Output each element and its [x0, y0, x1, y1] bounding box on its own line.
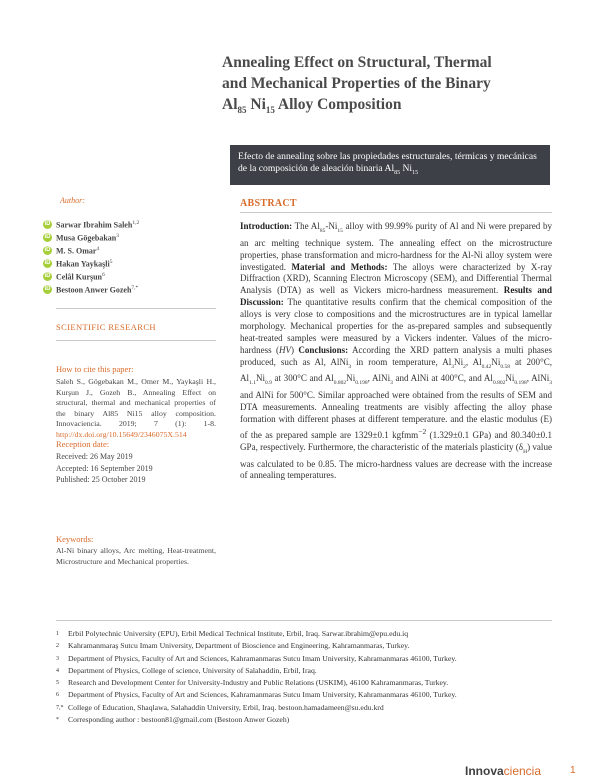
keywords-label: Keywords: — [56, 534, 94, 544]
orcid-icon[interactable]: iD — [44, 273, 51, 279]
footnote-number: 6 — [56, 692, 59, 699]
author-item — [43, 231, 218, 244]
footnote-item — [56, 689, 556, 701]
author-name: Musa Gögebakan$^3$ — [56, 233, 119, 243]
spanish-title-box: Efecto de annealing sobre las propiedades estructurales, térmicas y mecánicas de la composición de aleación binaria $Al_{85}$ $Ni_{15}$ — [230, 145, 550, 185]
author-item — [43, 283, 218, 296]
author-name: Bestoon Anwer Gozeh$^{7,*}$ — [56, 285, 139, 295]
footnote-text: Kahramanmaraş Sutcu Imam University, Department of Bioscience and Engineering, Kahramanmaras, Turkey. — [68, 641, 410, 651]
footnote-number: 4 — [56, 667, 59, 674]
footnote-text: Corresponding author : bestoon81@gmail.com (Bestoon Anwer Gozeh) — [68, 715, 290, 725]
divider — [56, 340, 216, 341]
footnote-text: Department of Physics, Faculty of Art and Sciences, Kahramanmaras Sutcu Imam University, Kahramanmaras 46100, Turkey. — [68, 690, 457, 700]
author-item — [43, 218, 218, 231]
received-date: Received: 26 May 2019 — [56, 452, 133, 461]
footnote-item — [56, 702, 556, 714]
footnote-number: * — [56, 717, 59, 724]
author-item — [43, 244, 218, 257]
footnote-item — [56, 665, 556, 677]
footnote-number: 7,* — [56, 704, 64, 711]
orcid-icon[interactable]: iD — [44, 221, 51, 227]
reception-label: Reception date: — [56, 439, 110, 449]
cite-text: Saleh S., Gögebakan M., Omer M., Yaykaşli H., Kurşun J., Gozeh B., Annealing Effect on structural, thermal and mechanical properties of the binary Al85 Ni15 alloy composition. Innovaciencia. 2019; 7 (1): 1-8. http://dx.doi.org/10.15649/2346075X.514 — [56, 377, 216, 439]
footnote-number: 5 — [56, 680, 59, 687]
author-name: Celâl Kurşun$^6$ — [56, 272, 105, 282]
accepted-date: Accepted: 16 September 2019 — [56, 463, 153, 473]
abstract-text: Introduction: The $Al_{85}-Ni_{15}$ alloy with 99.99% purity of Al and Ni were prepared by an arc melting technique system. The annealing effect on the microstructure properties, phase transformation and micro-hardness for the Al-Ni alloy system were investigated. Material and Methods: The alloys were characterized by X-ray Diffraction (XRD), Scanning Electron Microscopy (SEM), and Differential Thermal Analysis (DTA) as well as Vickers micro-hardness measurement. Results and Discussion: The quantitative results confirm that the chemical composition of the alloys is very close to compositions and the microstructures are in typical lamellar morphology. Mechanical properties for the as-prepared samples and subsequently heat-treated samples were measured by a Vickers indenter. Values of the micro-hardness (HV) Conclusions: According the XRD pattern analysis a multi phases produced, such as Al, AlNi$_3$ in room temperature, $Al_3Ni_2$, $Al_{0.42}Ni_{0.58}$ at 200°C, $Al_{1.1}Ni_{0.9}$ at 300°C and $Al_{0.802}Ni_{0.198}$, AlNi$_3$ and AlNi at 400°C, and $Al_{0.802}Ni_{0.198}$, AlNi$_3$ and AlNi for 500°C. Similar approached were obtained from the results of SEM and DTA measurements. Annealing treatments are visibly affecting the alloy phase formation with different phases at different temperature. and the elastic modulus (E) of the as prepared sample are 1329±0.1 kgfmm$^{-2}$ (1.329±0.1 GPa) and 80.340±0.1 GPa, respectively. Furthermore, the characteristic of the materials plasticity $(\delta_H)$ value was calculated to be 0.85. The micro-hardness values are decrease with the increase of annealing temperatures. — [240, 221, 553, 481]
footnote-divider — [56, 620, 552, 621]
footnote-number: 2 — [56, 643, 59, 650]
footnote-text: Erbil Polytechnic University (EPU), Erbil Medical Technical Institute, Erbil, Iraq. Sarwar.ibrahim@epu.edu.iq — [68, 629, 409, 638]
footnote-text: Research and Development Center for University-Industry and Public Relations (USKIM), 46100 Kahramanmaras, Turkey. — [68, 678, 449, 688]
orcid-icon[interactable]: iD — [44, 260, 51, 266]
divider — [240, 212, 552, 213]
footnote-item — [56, 640, 556, 652]
doi-link[interactable]: http://dx.doi.org/10.15649/2346075X.514 — [56, 429, 187, 439]
author-name: M. S. Omar$^4$ — [56, 246, 100, 256]
divider — [56, 308, 216, 309]
footnote-number: 1 — [56, 631, 59, 637]
orcid-icon[interactable]: iD — [44, 286, 51, 292]
orcid-icon[interactable]: iD — [44, 247, 51, 253]
footnotes — [56, 628, 556, 726]
reception-dates — [56, 451, 216, 486]
author-label: Author: — [60, 196, 85, 205]
footnote-number: 3 — [56, 655, 59, 662]
author-list — [43, 218, 218, 296]
footnote-item — [56, 714, 556, 726]
orcid-icon[interactable]: iD — [44, 234, 51, 240]
author-name: Hakan Yaykaşli$^5$ — [56, 259, 113, 269]
journal-logo: Innovaciencia — [465, 764, 542, 778]
author-name: Sarwar Ibrahim Saleh$^{1,2}$ — [56, 220, 140, 230]
footnote-item — [56, 628, 556, 640]
abstract-heading: ABSTRACT — [240, 198, 297, 209]
cite-label: How to cite this paper: — [56, 364, 134, 374]
footnote-item — [56, 653, 556, 665]
section-label: SCIENTIFIC RESEARCH — [56, 322, 156, 332]
footnote-text: Department of Physics, College of science, University of Salahaddin, Erbil, Iraq. — [68, 665, 317, 675]
author-item — [43, 257, 218, 270]
author-item — [43, 270, 218, 283]
published-date: Published: 25 October 2019 — [56, 475, 146, 484]
keywords-text: Al-Ni binary alloys, Arc melting, Heat-treatment, Microstructure and Mechanical properties. — [56, 546, 216, 566]
footnote-item — [56, 677, 556, 689]
page-number: 1 — [570, 765, 576, 776]
footnote-text: College of Education, Shaqlawa, Salahaddin University, Erbil, Iraq. bestoon.hamadameen@su.edu.krd — [68, 702, 384, 712]
paper-title: Annealing Effect on Structural, Thermal and Mechanical Properties of the Binary $Al_{85}$ $Ni_{15}$ Alloy Composition — [222, 54, 492, 116]
footnote-text: Department of Physics, Faculty of Art and Sciences, Kahramanmaras Sutcu Imam University, Kahramanmaras 46100, Turkey. — [68, 653, 457, 663]
